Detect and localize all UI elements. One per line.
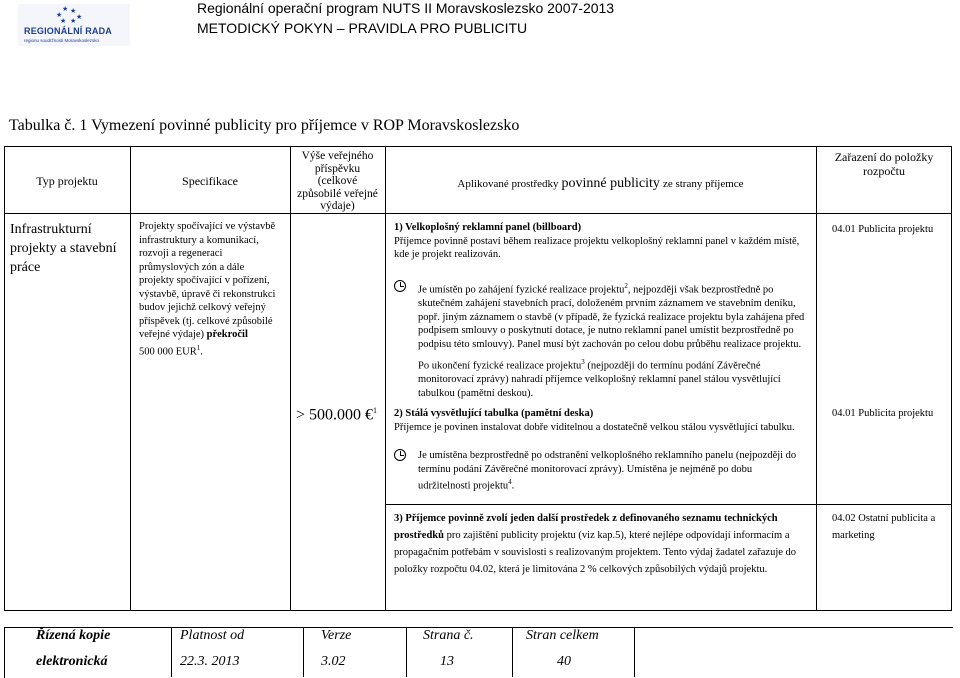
footer-copy-label: Řízená kopie [36, 628, 111, 643]
header-typ-projektu: Typ projektu [36, 174, 98, 188]
budget-item-3: 04.02 Ostatní publicita a marketing [832, 513, 936, 541]
footer-version-label: Verze [321, 628, 352, 643]
table-caption: Tabulka č. 1 Vymezení povinné publicity pro příjemce v ROP Moravskoslezsko [9, 117, 520, 134]
footer-version-value: 3.02 [321, 654, 346, 669]
header-divider [4, 213, 952, 214]
item-additional-means: 3) Příjemce povinně zvolí jeden další prostředek z definovaného seznamu technických prostředků pro zajištění publicity projektu (viz kap.5), které nejlépe odpovídají informacím a propagačním potřebám v souvislosti s realizovaným projektem. Tento výdaj žadatel zařazuje do položky rozpočtu 04.02, která je limitována 2 % celkových způsobilých výdajů projektu. [394, 513, 797, 575]
column-divider [130, 146, 131, 611]
star-icon: ★ [76, 13, 83, 21]
regional-council-logo [18, 4, 130, 46]
column-divider [290, 146, 291, 611]
star-icon: ★ [56, 11, 63, 19]
clock-icon [394, 449, 406, 461]
header-vyse-prispevku: Výše veřejného příspěvku (celkové způsobilé veřejné výdaje) [297, 150, 378, 212]
star-icon: ★ [70, 7, 77, 15]
item-billboard-title: 1) Velkoplošný reklamní panel (billboard) [394, 222, 582, 233]
item-billboard-after: Po ukončení fyzické realizace projektu$^3$ (nejpozději do termínu podání Závěrečné monitorovací zprávy) nahradí příjemce velkoplošný reklamní panel stálou vysvětlující tabulkou (pamětní deskou). [418, 358, 781, 399]
footer-valid-from-value: 22.3. 2013 [180, 654, 240, 669]
budget-item-1: 04.01 Publicita projektu [832, 224, 934, 235]
footer-total-pages-label: Stran celkem [526, 628, 599, 643]
footer-divider [634, 627, 635, 677]
footer-divider [512, 627, 513, 677]
header-zarazeni-rozpoctu: Zařazení do položky rozpočtu [834, 150, 934, 178]
footer-copy-type: elektronická [36, 654, 108, 669]
item-plaque-title: 2) Stálá vysvětlující tabulka (pamětní deska) [394, 408, 594, 419]
logo-subtitle: regionu soudržnosti Moravskoslezsko [24, 38, 100, 43]
header-document: METODICKÝ POKYN – PRAVIDLA PRO PUBLICITU [197, 20, 528, 36]
row-divider [385, 504, 952, 505]
column-divider [816, 146, 817, 611]
footer-divider [406, 627, 407, 677]
footer-divider [171, 627, 172, 677]
star-icon: ★ [60, 17, 67, 25]
item-plaque-timing: Je umístěna bezprostředně po odstranění velkoplošného reklamního panelu (nejpozději do termínu podání Závěrečné monitorovací zprávy). Umístěna je nejméně po dobu udržitelnosti projektu$^4$. [418, 450, 797, 492]
footer-page-label: Strana č. [423, 628, 474, 643]
star-icon: ★ [62, 5, 69, 13]
header-program: Regionální operační program NUTS II Moravskoslezsko 2007-2013 [197, 0, 615, 16]
specification: Projekty spočívající ve výstavbě infrastruktury a komunikací, rozvoji a regeneraci průmyslových zón a dále projekty spočívající v pořízení, výstavbě, úpravě či rekonstrukci budov jejichž celkový veřejný příspěvek (tj. celkové způsobilé veřejné výdaje) překročil 500 000 EUR$^1$. [139, 221, 276, 357]
star-icon: ★ [70, 17, 77, 25]
item-billboard-timing: Je umístěn po zahájení fyzické realizace projektu$^2$, nejpozději však bezprostředně po skutečném zahájení stavebních prací, doloženém prvním záznamem ve stavebním deníku, popř. jiným záznamem o stavbě (v případě, že fyzická realizace projektu byla zahájena před podpisem smlouvy o poskytnutí dotace, je nutno reklamní panel umístit bezprostředně po podpisu této smlouvy). Panel musí být zachován po celou dobu průběhu realizace projektu. [418, 282, 805, 350]
header-aplikovane-prostredky: Aplikované prostředky povinné publicity ze strany příjemce [457, 176, 744, 191]
footer-page-value: 13 [440, 654, 454, 669]
item-plaque: 2) Stálá vysvětlující tabulka (pamětní deska) Příjemce je povinen instalovat dobře viditelnou a dostatečně velkou stálou vysvětlující tabulku. [394, 407, 814, 434]
column-divider [385, 146, 386, 611]
clock-icon [394, 280, 406, 292]
project-type: Infrastrukturní projekty a stavební práce [10, 222, 117, 275]
logo-title: REGIONÁLNÍ RADA [24, 26, 112, 36]
footer-divider [303, 627, 304, 677]
footer-total-pages-value: 40 [557, 654, 571, 669]
footer-valid-from-label: Platnost od [180, 628, 245, 643]
budget-item-2: 04.01 Publicita projektu [832, 408, 934, 419]
contribution-threshold: > 500.000 €$^1$ [296, 406, 378, 424]
header-specifikace: Specifikace [182, 174, 238, 188]
item-billboard: 1) Velkoplošný reklamní panel (billboard) Příjemce povinně postaví během realizace projektu velkoplošný reklamní panel v každém místě, kde je projekt realizován. [394, 221, 814, 262]
document-footer [4, 627, 953, 678]
